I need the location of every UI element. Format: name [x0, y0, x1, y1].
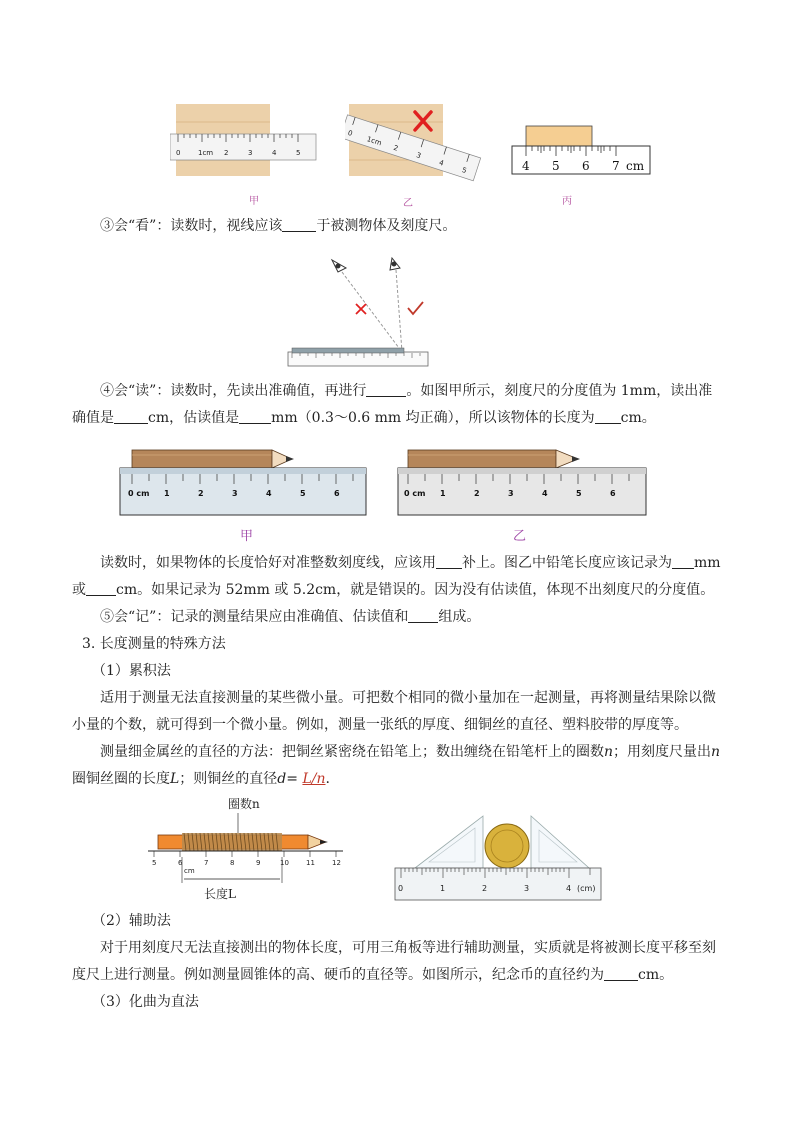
ruler-c-tick: cm [626, 159, 645, 173]
ruler-a-tick: 0 [176, 149, 181, 157]
coil-tick: 10 [280, 859, 289, 867]
pencil-b-tick: 1 [440, 489, 446, 498]
turns-label: 圈数n [228, 797, 260, 811]
ruler-c-tick: 7 [612, 159, 620, 173]
answer-text: L/n [302, 771, 326, 787]
ruler-figure-c [510, 122, 655, 177]
ruler-c-tick: 5 [552, 159, 560, 173]
para-aux-text: 对于用刻度尺无法直接测出的物体长度，可用三角板等进行辅助测量，实质就是将被测长度平移至刻度尺上进行测量。例如测量圆锥体的高、硬币的直径等。如图所示，纪念币的直径约为 [72, 940, 716, 983]
subheading-accumulation: （1）累积法 [92, 663, 171, 679]
answer-blank [86, 581, 116, 596]
figure-caption: 乙 [403, 198, 413, 209]
para-wire-text: = [286, 771, 298, 787]
var-n: n [604, 744, 614, 760]
pencil-b-tick: 4 [542, 489, 548, 498]
var-d: d [277, 771, 287, 787]
para-read-text: mm（0.3～0.6 mm 均正确），所以该物体的长度为 [271, 410, 595, 426]
figure-caption: 丙 [562, 196, 572, 207]
coin-icon [485, 824, 529, 868]
answer-blank [114, 409, 148, 424]
para-read-text: ④会“读”：读数时，先读出准确值，再进行 [100, 383, 367, 399]
pencil-a-tick: 0 cm [128, 489, 150, 498]
pencil-b-tick: 5 [576, 489, 582, 498]
coil-tick: 8 [230, 859, 235, 867]
ruler-a-tick: 1cm [198, 149, 214, 157]
answer-blank [239, 409, 271, 424]
answer-blank [436, 554, 462, 569]
para-wire-text: ；用刻度尺量出 [613, 744, 712, 760]
coil-unit: cm [184, 867, 195, 875]
section-heading-3: 3. 长度测量的特殊方法 [82, 636, 226, 652]
pencil-b-tick: 2 [474, 489, 480, 498]
coin-ruler-tick: 0 [398, 884, 404, 893]
subheading-auxiliary: （2）辅助法 [92, 913, 171, 929]
para-aux-text: cm。 [638, 967, 674, 983]
var-L: L [170, 771, 180, 787]
ruler-a-tick: 3 [248, 149, 253, 157]
answer-blank [672, 554, 694, 569]
coin-ruler-tick: 3 [524, 884, 530, 893]
ruler-a-tick: 2 [224, 149, 229, 157]
para-look-post: 于被测物体及刻度尺。 [316, 218, 457, 234]
ruler-b-tick: 4 [438, 158, 445, 168]
wrong-mark-icon [356, 304, 366, 314]
pencil-ruler-figure-a [118, 446, 368, 518]
ruler-a-tick: 4 [272, 149, 277, 157]
para-auxiliary [72, 935, 722, 989]
coil-tick: 7 [204, 859, 209, 867]
figure-caption: 乙 [513, 529, 527, 544]
eye-icon [332, 258, 400, 272]
para-read [72, 378, 722, 432]
para-integer [72, 550, 722, 604]
coil-tick: 11 [306, 859, 315, 867]
pencil-b-tick: 0 cm [404, 489, 426, 498]
para-wire-text: . [325, 771, 330, 787]
para-look-pre: ③会“看”：读数时，视线应该 [100, 218, 283, 234]
para-wire [72, 739, 722, 793]
ruler-b-tick: 0 [346, 128, 354, 138]
ruler-b-tick: 5 [460, 166, 468, 176]
para-wire-text: 圈铜丝圈的长度 [72, 771, 170, 787]
ruler-c-tick: 6 [582, 159, 590, 173]
coin-ruler-tick: 2 [482, 884, 488, 893]
coin-ruler-tick: 4 [566, 884, 572, 893]
para-read-text: 确值是 [72, 410, 114, 426]
ruler-figure-a [170, 100, 320, 180]
para-wire-text: ；则铜丝的直径 [179, 771, 278, 787]
answer-blank [282, 217, 316, 232]
pencil-a-tick: 4 [266, 489, 272, 498]
para-wire-text: 测量细金属丝的直径的方法：把铜丝紧密绕在铅笔上；数出缠绕在铅笔杆上的圈数 [100, 744, 604, 760]
answer-blank [408, 608, 438, 623]
para-accumulation: 适用于测量无法直接测量的某些微小量。可把数个相同的微小量加在一起测量，再将测量结果除以微小量的个数，就可得到一个微小量。例如，测量一张纸的厚度、细铜丝的直径、塑料胶带的厚度等。 [72, 690, 716, 733]
pencil-a-tick: 3 [232, 489, 238, 498]
para-look [72, 213, 722, 240]
coil-tick: 5 [152, 859, 157, 867]
ruler-b-tick: 3 [415, 151, 422, 161]
pencil-ruler-figure-b [396, 446, 648, 518]
para-int-text: cm。如果记录为 52mm 或 5.2cm，就是错误的。因为没有估读值，体现不出刻度尺的分度值。 [116, 582, 715, 598]
ruler-b-tick: 1cm [365, 135, 383, 148]
figure-ruler-placement [170, 100, 660, 210]
var-n: n [711, 744, 721, 760]
para-record-post: 组成。 [438, 609, 481, 625]
para-record-pre: ⑤会“记”：记录的测量结果应由准确值、估读值和 [100, 609, 409, 625]
para-read-text: cm，估读值是 [148, 410, 240, 426]
pencil-a-tick: 2 [198, 489, 204, 498]
figure-caption: 甲 [249, 196, 259, 207]
coin-ruler-tick: 1 [440, 884, 446, 893]
para-int-text: mm [694, 555, 721, 571]
coil-tick: 12 [332, 859, 341, 867]
pencil-b-tick: 3 [508, 489, 514, 498]
ruler-c-tick: 4 [522, 159, 530, 173]
coil-tick: 6 [178, 859, 183, 867]
answer-blank [595, 409, 621, 424]
pencil-a-tick: 6 [334, 489, 340, 498]
answer-blank [604, 966, 638, 981]
para-int-text: 读数时，如果物体的长度恰好对准整数刻度线，应该用 [100, 555, 436, 571]
ruler-b-tick: 2 [392, 143, 400, 153]
ruler-figure-b [345, 100, 485, 185]
para-int-text: 补上。图乙中铅笔长度应该记录为 [462, 555, 672, 571]
para-int-text: 或 [72, 582, 86, 598]
length-label: 长度L [204, 887, 236, 901]
check-mark-icon [408, 302, 423, 314]
para-record [72, 604, 722, 631]
para-read-text: 。如图甲所示，刻度尺的分度值为 1mm，读出准 [406, 383, 713, 399]
pencil-a-tick: 1 [164, 489, 170, 498]
coin-ruler-tick: (cm) [577, 884, 596, 893]
line-of-sight-figure [280, 252, 440, 372]
coin-triangle-figure [393, 812, 603, 904]
figure-caption: 甲 [240, 529, 254, 544]
ruler-a-tick: 5 [296, 149, 301, 157]
coil-tick: 9 [256, 859, 261, 867]
subheading-curve-to-straight: （3）化曲为直法 [92, 994, 199, 1010]
answer-blank [366, 382, 406, 397]
para-read-text: cm。 [620, 410, 656, 426]
pencil-b-tick: 6 [610, 489, 616, 498]
coil-figure [148, 795, 348, 905]
pencil-a-tick: 5 [300, 489, 306, 498]
